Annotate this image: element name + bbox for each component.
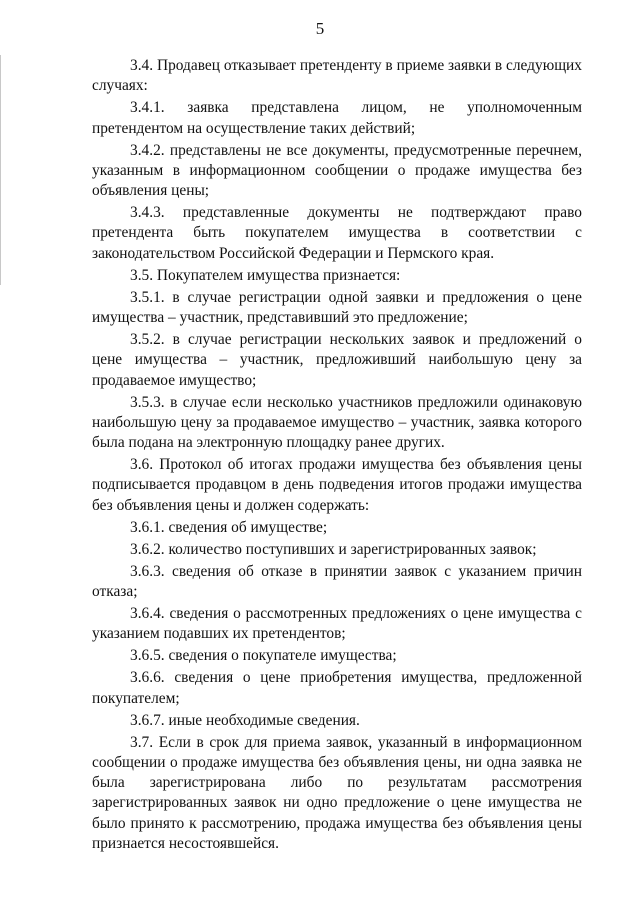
clause-3-6-7: 3.6.7. иные необходимые сведения. bbox=[130, 711, 360, 729]
clause-3-5-2: 3.5.2. в случае регистрации нескольких заявок и предложений о цене имущества – участник, предложивший наибольшую цену за продаваемое имущество; bbox=[92, 330, 582, 389]
clause-3-6-5: 3.6.5. сведения о покупателе имущества; bbox=[130, 647, 397, 665]
clause-3-5: 3.5. Покупателем имущества признается: bbox=[130, 266, 401, 284]
page-number: 5 bbox=[315, 19, 325, 38]
clause-3-5-1: 3.5.1. в случае регистрации одной заявки и предложения о цене имущества – участник, представивший это предложение; bbox=[92, 288, 582, 326]
clause-3-5-3: 3.5.3. в случае если несколько участников предложили одинаковую наибольшую цену за продаваемое имущество – участник, заявка которого была подана на электронную площадку ранее других. bbox=[92, 393, 582, 452]
clause-3-4-2: 3.4.2. представлены не все документы, предусмотренные перечнем, указанным в информационном сообщении о продаже имущества без объявления цены; bbox=[92, 141, 582, 200]
clause-3-4: 3.4. Продавец отказывает претенденту в приеме заявки в следующих случаях: bbox=[92, 57, 582, 95]
clause-3-6-1: 3.6.1. сведения об имуществе; bbox=[130, 518, 328, 536]
clause-3-6-3: 3.6.3. сведения об отказе в принятии заявок с указанием причин отказа; bbox=[92, 562, 582, 600]
clause-3-4-1: 3.4.1. заявка представлена лицом, не уполномоченным претендентом на осуществление таких действий; bbox=[92, 99, 582, 137]
scan-edge-mark bbox=[0, 55, 5, 285]
clause-3-6-4: 3.6.4. сведения о рассмотренных предложениях о цене имущества с указанием подавших их претендентов; bbox=[92, 604, 582, 643]
clause-3-6-2: 3.6.2. количество поступивших и зарегистрированных заявок; bbox=[130, 540, 537, 558]
clause-3-6: 3.6. Протокол об итогах продажи имущества без объявления цены подписывается продавцом в день подведения итогов продажи имущества без объявления цены и должен содержать: bbox=[92, 456, 582, 514]
document-body bbox=[92, 56, 582, 854]
clause-3-4-3: 3.4.3. представленные документы не подтверждают право претендента быть покупателем имущества в соответствии с законодательством Российской Федерации и Пермского края. bbox=[92, 204, 582, 262]
clause-3-7: 3.7. Если в срок для приема заявок, указанный в информационном сообщении о продаже имущества без объявления цены, ни одна заявка не была зарегистрирована либо по результатам рассмотрения зарегистрированных заявок ни одно предложение о цене имущества не было принято к рассмотрению, продажа имущества без объявления цены признается несостоявшейся. bbox=[92, 733, 582, 852]
clause-3-6-6: 3.6.6. сведения о цене приобретения имущества, предложенной покупателем; bbox=[92, 669, 582, 707]
